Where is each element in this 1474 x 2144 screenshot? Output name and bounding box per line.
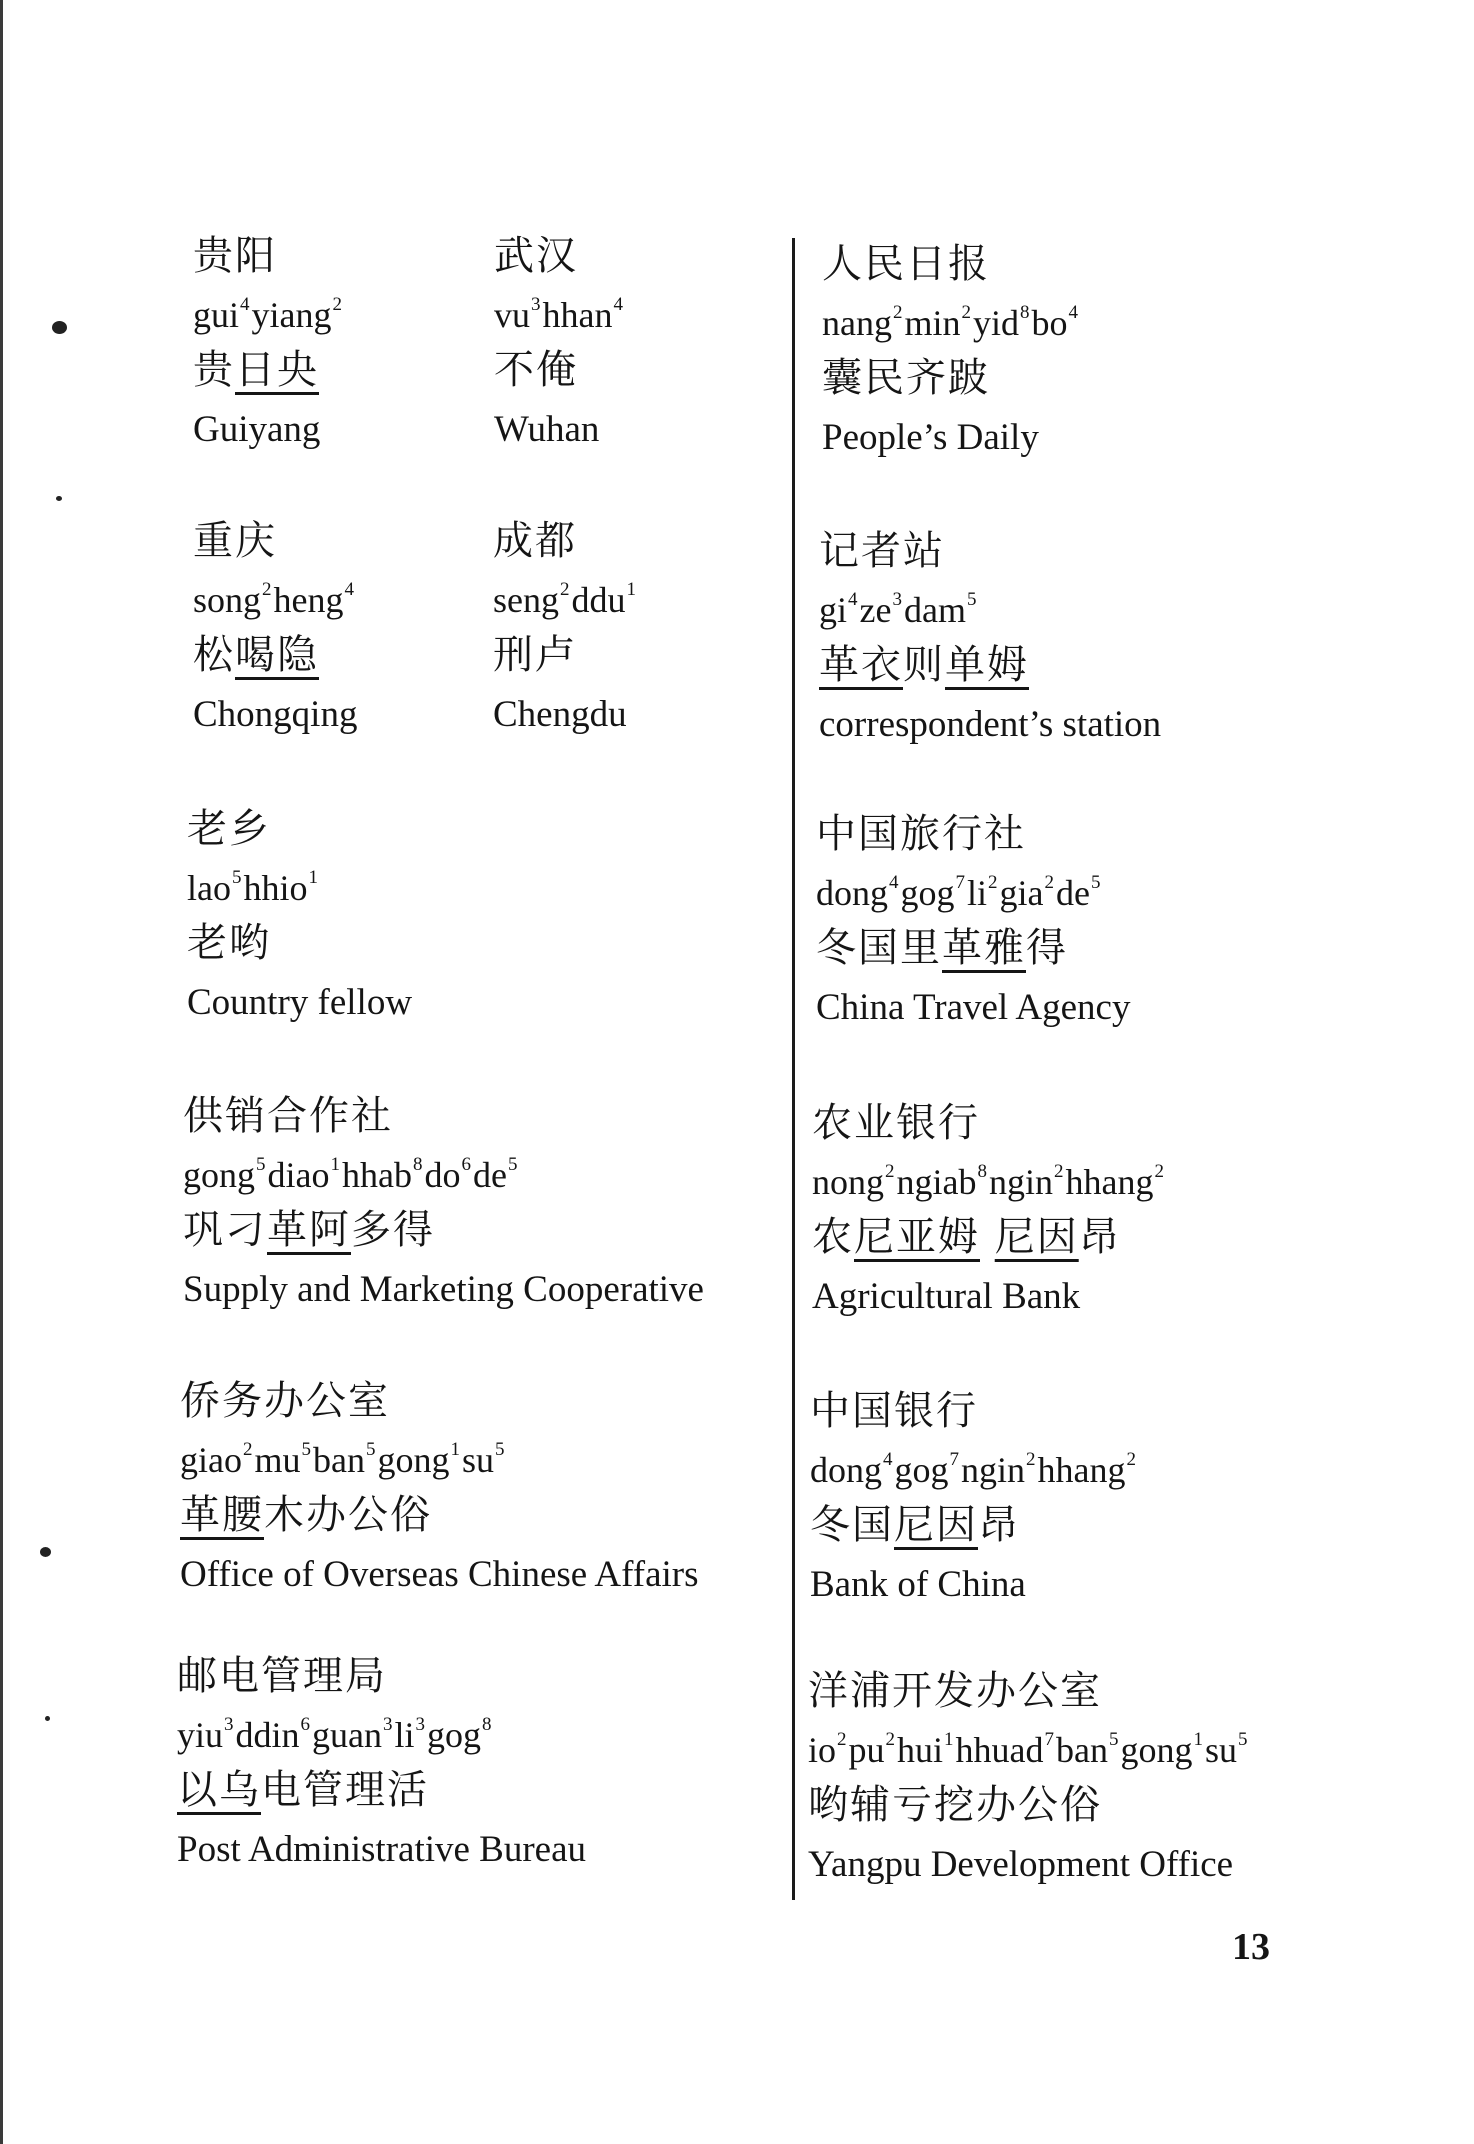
tone-number: 2	[332, 294, 342, 315]
pinyin-syllable: io	[808, 1730, 837, 1770]
pinyin-syllable: seng	[493, 580, 559, 620]
tone-number: 2	[892, 302, 903, 323]
entry-hanzi: 侨务办公室	[180, 1378, 390, 1424]
pinyin-syllable: gi	[819, 590, 848, 630]
pinyin-syllable: diao	[267, 1155, 330, 1195]
tone-number: 5	[966, 589, 977, 610]
tone-number: 1	[308, 867, 318, 888]
underlined-segment: 日央	[235, 347, 319, 393]
entry-english: Supply and Marketing Cooperative	[183, 1269, 704, 1310]
pinyin-syllable: gog	[427, 1715, 482, 1755]
entry-hanzi: 中国银行	[810, 1388, 978, 1434]
entry-pinyin	[493, 572, 638, 629]
vocab-entry	[180, 1375, 699, 1603]
entry-local-transcription	[180, 1489, 699, 1546]
pinyin-syllable: vu	[494, 295, 530, 335]
underlined-segment: 尼因	[994, 1214, 1079, 1260]
tone-number: 2	[988, 872, 998, 893]
tone-number: 7	[955, 872, 965, 893]
entry-english: People’s Daily	[822, 417, 1039, 458]
transcription-segment	[980, 1214, 995, 1260]
underlined-segment: 革腰	[180, 1492, 264, 1538]
entry-hanzi: 记者站	[819, 528, 945, 574]
transcription-segment: 囊民齐跛	[822, 355, 990, 401]
tone-number: 8	[1020, 302, 1030, 323]
tone-number: 3	[383, 1714, 393, 1735]
entry-local-transcription	[816, 922, 1130, 979]
entry-local-transcription	[183, 1204, 704, 1261]
pinyin-syllable: lao	[187, 868, 231, 908]
pinyin-syllable: heng	[273, 580, 344, 620]
entry-english: correspondent’s station	[819, 704, 1162, 745]
pinyin-syllable: hui	[897, 1730, 944, 1770]
tone-number: 4	[883, 1449, 893, 1470]
tone-number: 2	[1026, 1449, 1036, 1470]
entry-pinyin	[816, 865, 1130, 922]
transcription-segment: 老哟	[187, 920, 271, 966]
pinyin-syllable: do	[424, 1155, 461, 1195]
tone-number: 5	[231, 867, 242, 888]
entry-english: China Travel Agency	[816, 987, 1131, 1028]
pinyin-syllable: hhan	[542, 295, 613, 335]
tone-number: 1	[1193, 1729, 1203, 1750]
pinyin-syllable: ngiab	[896, 1162, 977, 1202]
tone-number: 8	[977, 1161, 987, 1182]
pinyin-syllable: gog	[900, 873, 955, 913]
tone-number: 4	[240, 294, 250, 315]
tone-number: 4	[344, 579, 354, 600]
tone-number: 2	[885, 1161, 895, 1182]
entry-hanzi: 老乡	[187, 806, 271, 852]
pinyin-syllable: gong	[183, 1155, 255, 1195]
pinyin-syllable: giao	[180, 1440, 242, 1480]
tone-number: 7	[949, 1449, 959, 1470]
underlined-segment: 革阿	[267, 1207, 351, 1253]
vocab-entry	[819, 525, 1161, 753]
entry-pinyin	[494, 287, 625, 344]
pinyin-syllable: ddin	[235, 1715, 300, 1755]
tone-number: 4	[848, 589, 858, 610]
underlined-segment: 革雅	[942, 925, 1026, 971]
tone-number: 5	[1109, 1729, 1119, 1750]
tone-number: 8	[412, 1154, 423, 1175]
transcription-segment: 刑卢	[493, 632, 577, 678]
entry-local-transcription	[812, 1211, 1166, 1268]
transcription-segment: 昂	[1078, 1214, 1121, 1260]
entry-english: Bank of China	[810, 1564, 1026, 1605]
pinyin-syllable: de	[472, 1155, 507, 1195]
entry-hanzi: 供销合作社	[183, 1093, 393, 1139]
entry-english: Wuhan	[494, 409, 600, 450]
pinyin-syllable: hhab	[341, 1155, 412, 1195]
entry-pinyin	[180, 1432, 699, 1489]
entry-hanzi: 中国旅行社	[816, 811, 1026, 857]
underlined-segment: 喝隐	[235, 632, 319, 678]
tone-number: 1	[450, 1439, 460, 1460]
tone-number: 6	[300, 1714, 311, 1735]
entry-local-transcription	[494, 344, 625, 401]
pinyin-syllable: hhang	[1065, 1162, 1154, 1202]
entry-pinyin	[819, 582, 1161, 639]
scan-speck	[52, 321, 67, 334]
entry-local-transcription	[810, 1499, 1138, 1556]
scan-speck	[56, 496, 62, 501]
vocab-entry	[816, 808, 1130, 1036]
entry-local-transcription	[193, 344, 344, 401]
vocab-entry	[193, 515, 357, 743]
vocab-entry	[808, 1665, 1250, 1893]
tone-number: 5	[1090, 872, 1101, 893]
underlined-segment: 单姆	[945, 642, 1029, 688]
tone-number: 5	[495, 1439, 505, 1460]
entry-english: Chongqing	[193, 694, 358, 735]
entry-english: Post Administrative Bureau	[177, 1829, 587, 1870]
tone-number: 4	[889, 872, 899, 893]
entry-english: Chengdu	[493, 694, 627, 735]
transcription-segment: 松	[193, 632, 235, 678]
vocab-entry	[177, 1650, 586, 1878]
transcription-segment: 电管理活	[261, 1767, 429, 1813]
transcription-segment: 农	[812, 1214, 854, 1260]
pinyin-syllable: bo	[1031, 303, 1068, 343]
vocab-entry	[494, 230, 625, 458]
underlined-segment: 以乌	[177, 1767, 261, 1813]
entry-pinyin	[812, 1154, 1166, 1211]
pinyin-syllable: nang	[822, 303, 892, 343]
entry-hanzi: 贵阳	[193, 233, 277, 279]
tone-number: 1	[626, 579, 636, 600]
transcription-segment: 多得	[351, 1207, 435, 1253]
pinyin-syllable: gong	[377, 1440, 450, 1480]
column-divider	[792, 238, 795, 1900]
tone-number: 2	[1154, 1161, 1164, 1182]
transcription-segment: 哟辅亏挖办公俗	[808, 1782, 1102, 1828]
transcription-segment: 不俺	[494, 347, 578, 393]
pinyin-syllable: hhang	[1037, 1450, 1126, 1490]
transcription-segment: 巩刁	[183, 1207, 267, 1253]
pinyin-syllable: mu	[254, 1440, 301, 1480]
entry-pinyin	[193, 572, 357, 629]
tone-number: 7	[1044, 1729, 1055, 1750]
transcription-segment: 则	[903, 642, 945, 688]
tone-number: 2	[885, 1729, 896, 1750]
entry-hanzi: 洋浦开发办公室	[808, 1668, 1102, 1714]
transcription-segment: 冬国	[810, 1502, 894, 1548]
underlined-segment: 革衣	[819, 642, 903, 688]
vocab-entry	[187, 803, 412, 1031]
entry-english: Country fellow	[187, 982, 413, 1023]
pinyin-syllable: ddu	[571, 580, 626, 620]
entry-pinyin	[193, 287, 344, 344]
pinyin-syllable: pu	[848, 1730, 885, 1770]
scan-speck	[45, 1716, 50, 1721]
pinyin-syllable: li	[394, 1715, 415, 1755]
entry-hanzi: 人民日报	[822, 241, 990, 287]
entry-local-transcription	[822, 352, 1080, 409]
pinyin-syllable: ban	[1056, 1730, 1108, 1770]
pinyin-syllable: ze	[859, 590, 892, 630]
tone-number: 8	[482, 1714, 492, 1735]
tone-number: 2	[961, 302, 971, 323]
pinyin-syllable: yiang	[251, 295, 332, 335]
entry-hanzi: 成都	[493, 518, 577, 564]
pinyin-syllable: gog	[894, 1450, 949, 1490]
transcription-segment: 贵	[193, 347, 235, 393]
entry-pinyin	[810, 1442, 1138, 1499]
entry-local-transcription	[187, 917, 412, 974]
vocab-entry	[193, 230, 344, 458]
page-left-edge	[0, 0, 3, 2144]
vocab-entry	[810, 1385, 1138, 1613]
entry-english: Guiyang	[193, 409, 321, 450]
pinyin-syllable: guan	[312, 1715, 383, 1755]
tone-number: 2	[262, 579, 272, 600]
tone-number: 3	[224, 1714, 234, 1735]
pinyin-syllable: gong	[1120, 1730, 1193, 1770]
tone-number: 6	[461, 1154, 471, 1175]
tone-number: 5	[256, 1154, 266, 1175]
pinyin-syllable: dong	[816, 873, 888, 913]
tone-number: 2	[1044, 872, 1054, 893]
pinyin-syllable: su	[1205, 1730, 1238, 1770]
transcription-segment: 得	[1026, 925, 1068, 971]
transcription-segment: 木办公俗	[264, 1492, 432, 1538]
entry-local-transcription	[819, 639, 1161, 696]
tone-number: 2	[1054, 1161, 1064, 1182]
pinyin-syllable: su	[461, 1440, 494, 1480]
tone-number: 1	[944, 1729, 954, 1750]
tone-number: 5	[507, 1154, 518, 1175]
tone-number: 1	[330, 1154, 340, 1175]
vocab-entry	[822, 238, 1080, 466]
pinyin-syllable: yiu	[177, 1715, 224, 1755]
tone-number: 2	[1126, 1449, 1136, 1470]
entry-pinyin	[183, 1147, 704, 1204]
tone-number: 4	[613, 294, 623, 315]
pinyin-syllable: dong	[810, 1450, 882, 1490]
tone-number: 2	[560, 579, 570, 600]
pinyin-syllable: min	[904, 303, 961, 343]
pinyin-syllable: hhuad	[955, 1730, 1044, 1770]
entry-pinyin	[808, 1722, 1250, 1779]
pinyin-syllable: ngin	[961, 1450, 1026, 1490]
tone-number: 3	[531, 294, 541, 315]
page-number: 13	[1232, 1926, 1270, 1968]
tone-number: 2	[242, 1439, 253, 1460]
vocab-entry	[493, 515, 638, 743]
pinyin-syllable: dam	[903, 590, 966, 630]
pinyin-syllable: hhio	[243, 868, 308, 908]
transcription-segment: 昂	[978, 1502, 1020, 1548]
entry-hanzi: 重庆	[193, 518, 277, 564]
tone-number: 4	[1068, 302, 1079, 323]
entry-pinyin	[187, 860, 412, 917]
tone-number: 5	[365, 1439, 376, 1460]
entry-local-transcription	[808, 1779, 1250, 1836]
tone-number: 5	[301, 1439, 311, 1460]
entry-pinyin	[822, 295, 1080, 352]
underlined-segment: 尼因	[894, 1502, 978, 1548]
pinyin-syllable: de	[1056, 873, 1090, 913]
entry-local-transcription	[193, 629, 357, 686]
entry-pinyin	[177, 1707, 586, 1764]
underlined-segment: 尼亚姆	[854, 1214, 980, 1260]
entry-english: Agricultural Bank	[812, 1276, 1081, 1317]
entry-hanzi: 邮电管理局	[177, 1653, 387, 1699]
scan-speck	[40, 1547, 51, 1557]
pinyin-syllable: yid	[973, 303, 1020, 343]
pinyin-syllable: ban	[313, 1440, 365, 1480]
vocab-entry	[812, 1097, 1166, 1325]
entry-local-transcription	[177, 1764, 586, 1821]
vocab-entry	[183, 1090, 704, 1318]
entry-hanzi: 农业银行	[812, 1100, 980, 1146]
pinyin-syllable: gui	[193, 295, 240, 335]
tone-number: 3	[892, 589, 902, 610]
entry-english: Office of Overseas Chinese Affairs	[180, 1554, 699, 1595]
pinyin-syllable: ngin	[988, 1162, 1053, 1202]
entry-hanzi: 武汉	[494, 233, 578, 279]
entry-english: Yangpu Development Office	[808, 1844, 1234, 1885]
tone-number: 3	[415, 1714, 426, 1735]
tone-number: 2	[837, 1729, 847, 1750]
pinyin-syllable: li	[967, 873, 988, 913]
pinyin-syllable: gia	[999, 873, 1044, 913]
transcription-segment: 冬国里	[816, 925, 942, 971]
pinyin-syllable: song	[193, 580, 262, 620]
entry-local-transcription	[493, 629, 638, 686]
tone-number: 5	[1238, 1729, 1248, 1750]
pinyin-syllable: nong	[812, 1162, 884, 1202]
